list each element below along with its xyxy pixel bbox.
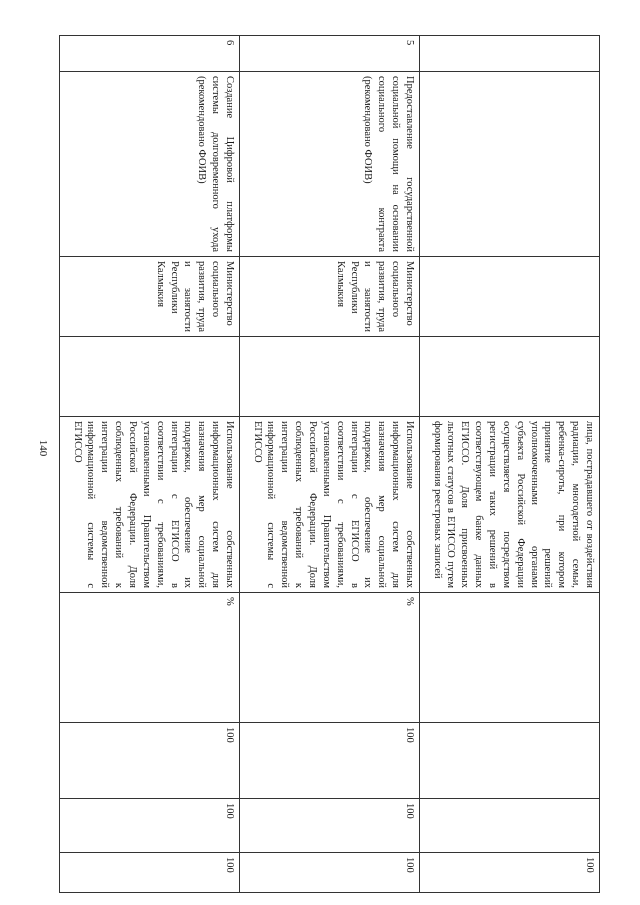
table-row <box>240 36 420 893</box>
row-number-cell: 6 <box>60 36 240 72</box>
table-row <box>60 36 240 893</box>
row-value-3-cell: 100 <box>420 853 600 893</box>
row-empty-cell <box>240 337 420 417</box>
row-executor-cell: Министерство социального развития, труда и занятости Республики Калмыкия <box>240 257 420 337</box>
row-name-cell: Предоставление государственной социальной помощи на основании социального контракта (рекомендовано ФОИВ) <box>240 72 420 257</box>
row-number-cell: 5 <box>240 36 420 72</box>
row-value-1-cell: 100 <box>60 723 240 799</box>
table-row <box>420 36 600 893</box>
row-executor-cell <box>420 257 600 337</box>
row-value-3-cell: 100 <box>60 853 240 893</box>
page-number: 140 <box>37 439 49 457</box>
row-description-cell: Использование собственных информационных систем для назначения мер социальной поддержки, обеспечение их интеграции с ЕГИССО в соответствии с требованиями, установленными Правительством Российской Федерации. Доля соблюденных требований к интеграции ведомственной информационной системы с ЕГИССО <box>240 417 420 593</box>
row-value-1-cell: 100 <box>240 723 420 799</box>
row-unit-cell: % <box>60 593 240 723</box>
row-number-cell <box>420 36 600 72</box>
row-unit-cell <box>420 593 600 723</box>
row-name-cell: Создание Цифровой платформы системы долговременного ухода (рекомендовано ФОИВ) <box>60 72 240 257</box>
rotated-table-container <box>59 35 600 892</box>
row-description-cell: Использование собственных информационных систем для назначения мер социальной поддержки, обеспечение их интеграции с ЕГИССО в соответствии с требованиями, установленными Правительством Российской Федерации. Доля соблюденных требований к интеграции ведомственной информационной системы с ЕГИССО <box>60 417 240 593</box>
row-description-cell: лица, пострадавшего от воздействия радиации, многодетной семьи, ребенка-сироты, при котором принятие решений уполномоченными органами субъекта Российской Федерации осуществляется посредством регистрации таких решений в соответствующем банке данных ЕГИССО. Доля присвоенных льготных статусов в ЕГИССО путем формирования реестровых записей <box>420 417 600 593</box>
row-value-2-cell <box>420 799 600 853</box>
row-value-1-cell <box>420 723 600 799</box>
row-name-cell <box>420 72 600 257</box>
row-empty-cell <box>420 337 600 417</box>
row-value-2-cell: 100 <box>240 799 420 853</box>
row-empty-cell <box>60 337 240 417</box>
row-value-2-cell: 100 <box>60 799 240 853</box>
row-value-3-cell: 100 <box>240 853 420 893</box>
row-unit-cell: % <box>240 593 420 723</box>
row-executor-cell: Министерство социального развития, труда и занятости Республики Калмыкия <box>60 257 240 337</box>
indicators-table <box>59 35 600 893</box>
